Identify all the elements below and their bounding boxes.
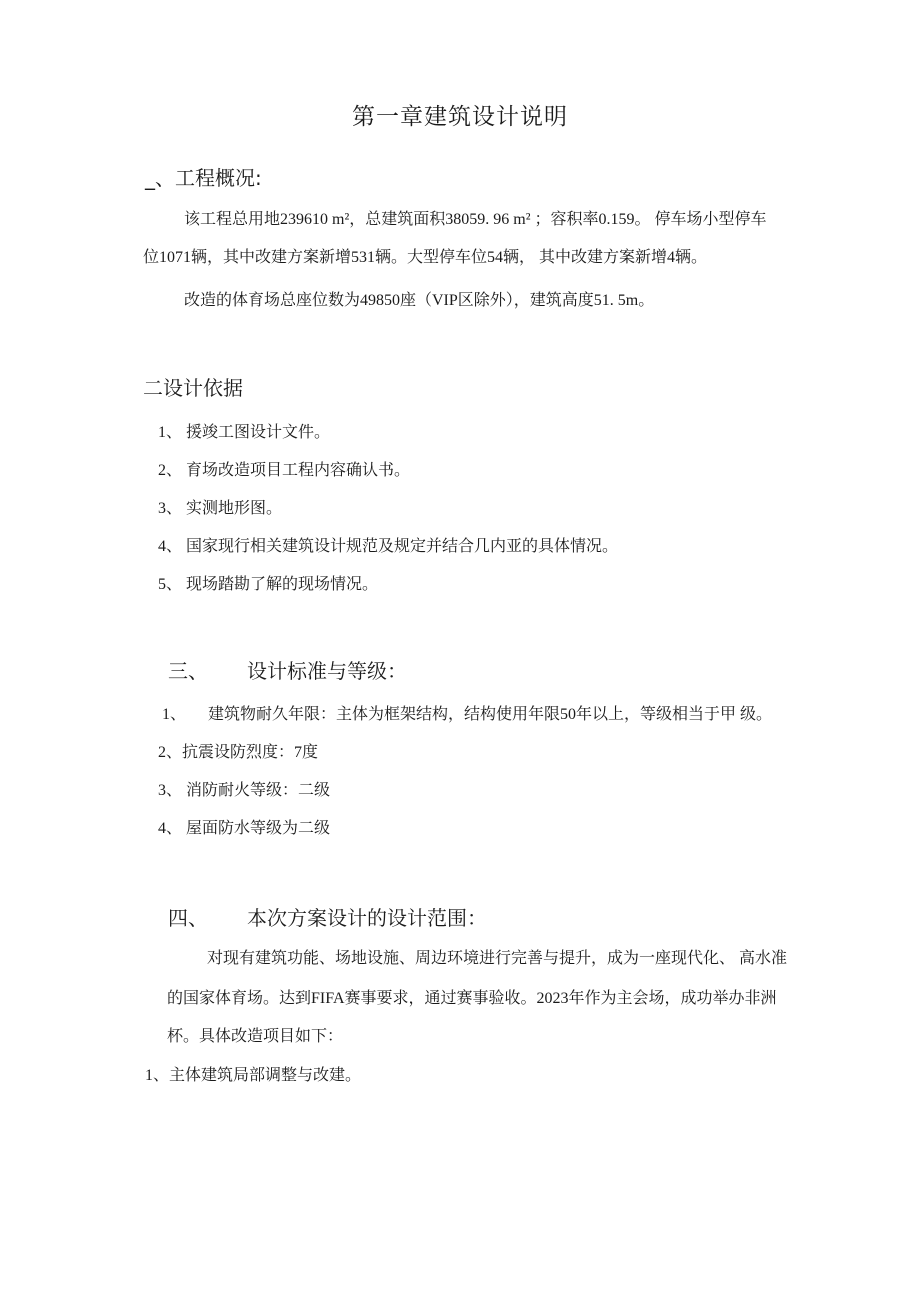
- section-1-para-1-line-2: 位1071辆，其中改建方案新增531辆。大型停车位54辆， 其中改建方案新增4辆。: [143, 249, 708, 266]
- section-2-item-1: 1、 援竣工图设计文件。: [158, 424, 331, 441]
- section-4-para-line-3: 杯。具体改造项目如下：: [167, 1028, 344, 1045]
- section-2-item-3: 3、 实测地形图。: [158, 500, 283, 517]
- section-1-para-2: 改造的体育场总座位数为49850座（VIP区除外），建筑高度51. 5m。: [184, 292, 655, 309]
- section-2-item-2: 2、 育场改造项目工程内容确认书。: [158, 462, 411, 479]
- section-3-heading-number: 三、: [168, 659, 208, 683]
- section-4-heading-number: 四、: [168, 906, 208, 930]
- section-3-heading-text: 设计标准与等级：: [247, 659, 407, 683]
- section-2-item-4: 4、 国家现行相关建筑设计规范及规定并结合几内亚的具体情况。: [158, 538, 619, 555]
- section-4-para-line-1: 对现有建筑功能、场地设施、周边环境进行完善与提升，成为一座现代化、 高水准: [207, 950, 788, 967]
- page-title: 第一章建筑设计说明: [352, 104, 568, 130]
- section-1-para-1-line-1: 该工程总用地239610 m²，总建筑面积38059. 96 m² ；容积率0.159。 停车场小型停车: [184, 211, 767, 228]
- section-4-heading-text: 本次方案设计的设计范围：: [247, 906, 487, 930]
- section-1-heading: _、工程概况:: [145, 166, 262, 190]
- section-2-item-5: 5、 现场踏勘了解的现场情况。: [158, 576, 379, 593]
- section-4-item-1: 1、主体建筑局部调整与改建。: [145, 1067, 362, 1084]
- section-4-para-line-2: 的国家体育场。达到FIFA赛事要求，通过赛事验收。2023年作为主会场，成功举办非洲: [167, 990, 777, 1007]
- section-3-item-2: 2、抗震设防烈度：7度: [158, 744, 319, 761]
- section-3-item-4: 4、 屋面防水等级为二级: [158, 820, 331, 837]
- section-3-item-1-text: 建筑物耐久年限：主体为框架结构，结构使用年限50年以上，等级相当于甲 级。: [208, 706, 773, 723]
- section-2-heading: 二设计依据: [143, 376, 243, 400]
- section-3-item-1-number: 1、: [162, 706, 187, 723]
- section-3-item-3: 3、 消防耐火等级：二级: [158, 782, 331, 799]
